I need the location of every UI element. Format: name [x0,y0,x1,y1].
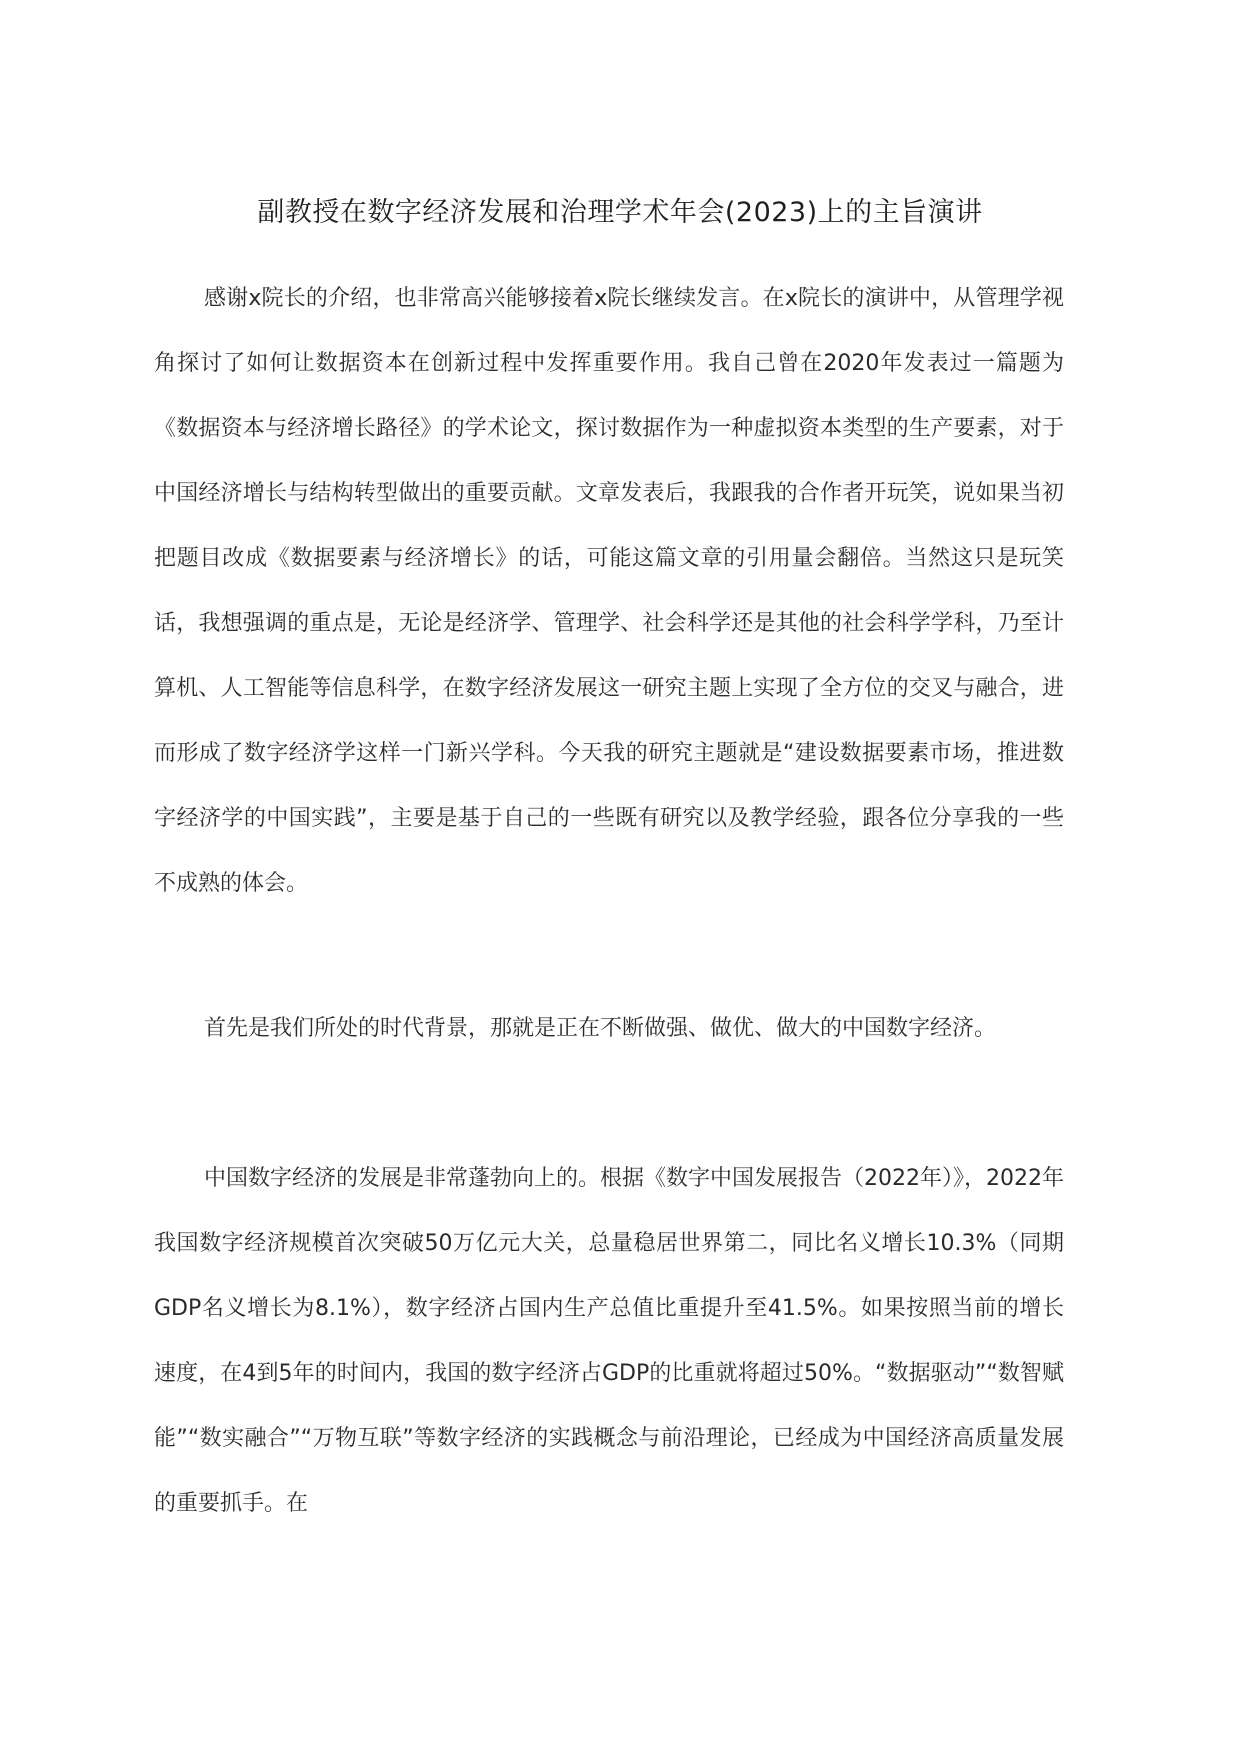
paragraph-background [154,996,1064,1061]
paragraph-text: 首先是我们所处的时代背景，那就是正在不断做强、做优、做大的中国数字经济。 [204,1016,997,1041]
document-title: 副教授在数字经济发展和治理学术年会(2023)上的主旨演讲 [257,197,983,228]
paragraph-text: 中国数字经济的发展是非常蓬勃向上的。根据《数字中国发展报告（2022年）》，2022年我国数字经济规模首次突破50万亿元大关，总量稳居世界第二，同比名义增长10.3%（同期GDP名义增长为8.1%），数字经济占国内生产总值比重提升至41.5%。如果按照当前的增长速度，在4到5年的时间内，我国的数字经济占GDP的比重就将超过50%。“数据驱动”“数智赋能”“数实融合”“万物互联”等数字经济的实践概念与前沿理论，已经成为中国经济高质量发展的重要抓手。在 [154,1166,1064,1516]
paragraph-digital-economy [154,1146,1064,1536]
paragraph-text: 感谢x院长的介绍，也非常高兴能够接着x院长继续发言。在x院长的演讲中，从管理学视角探讨了如何让数据资本在创新过程中发挥重要作用。我自己曾在2020年发表过一篇题为《数据资本与经济增长路径》的学术论文，探讨数据作为一种虚拟资本类型的生产要素，对于中国经济增长与结构转型做出的重要贡献。文章发表后，我跟我的合作者开玩笑，说如果当初把题目改成《数据要素与经济增长》的话，可能这篇文章的引用量会翻倍。当然这只是玩笑话，我想强调的重点是，无论是经济学、管理学、社会科学还是其他的社会科学学科，乃至计算机、人工智能等信息科学，在数字经济发展这一研究主题上实现了全方位的交叉与融合，进而形成了数字经济学这样一门新兴学科。今天我的研究主题就是“建设数据要素市场，推进数字经济学的中国实践”，主要是基于自己的一些既有研究以及教学经验，跟各位分享我的一些不成熟的体会。 [154,286,1064,896]
paragraph-intro [154,266,1064,916]
